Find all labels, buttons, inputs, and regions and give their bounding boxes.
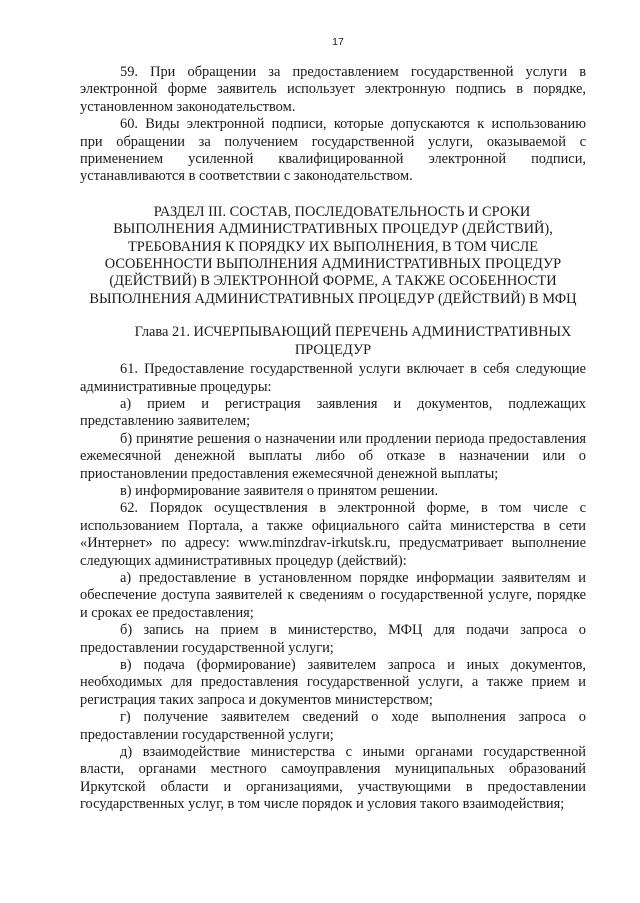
section-heading-line1: РАЗДЕЛ III. СОСТАВ, ПОСЛЕДОВАТЕЛЬНОСТЬ И СРОКИ	[153, 203, 531, 220]
chapter-heading-line2: ПРОЦЕДУР	[294, 341, 372, 358]
section-heading-rest: ВЫПОЛНЕНИЯ АДМИНИСТРАТИВНЫХ ПРОЦЕДУР (ДЕЙСТВИЙ), ТРЕБОВАНИЯ К ПОРЯДКУ ИХ ВЫПОЛНЕНИЯ, В ТОМ ЧИСЛЕ ОСОБЕННОСТИ ВЫПОЛНЕНИЯ АДМИНИСТРАТИВНЫХ ПРОЦЕДУР (ДЕЙСТВИЙ) В ЭЛЕКТРОННОЙ ФОРМЕ, А ТАКЖЕ ОСОБЕННОСТИ ВЫПОЛНЕНИЯ АДМИНИСТРАТИВНЫХ ПРОЦЕДУР (ДЕЙСТВИЙ) В МФЦ	[89, 221, 577, 307]
paragraph-62e: д) взаимодействие министерства с иными органами государственной власти, органами местного самоуправления муниципальных образований Иркутской области и организациями, участвующими в предоставлении государственных услуг, в том числе порядок и условия такого взаимодействия;	[80, 744, 586, 813]
paragraph-62: 62. Порядок осуществления в электронной форме, в том числе с использованием Портала, а также официального сайта министерства в сети «Интернет» по адресу: www.minzdrav-irkutsk.ru, предусматривает выполнение следующих административных процедур (действий):	[80, 500, 586, 569]
paragraph-61c: в) информирование заявителя о принятом решении.	[120, 482, 439, 499]
paragraph-62d: г) получение заявителем сведений о ходе выполнения запроса о предоставлении государственной услуги;	[80, 709, 586, 743]
paragraph-61b: б) принятие решения о назначении или продлении периода предоставления ежемесячной денежной выплаты либо об отказе в назначении или о приостановлении предоставления ежемесячной денежной выплаты;	[80, 430, 586, 482]
paragraph-61: 61. Предоставление государственной услуги включает в себя следующие административные процедуры:	[80, 361, 586, 395]
page-number: 17	[332, 36, 344, 48]
paragraph-59: 59. При обращении за предоставлением государственной услуги в электронной форме заявитель использует электронную подпись в порядке, установленном законодательством.	[80, 64, 586, 115]
paragraph-62c: в) подача (формирование) заявителем запроса и иных документов, необходимых для предоставления государственной услуги, а также прием и регистрация таких запроса и документов министерством;	[80, 657, 586, 708]
chapter-heading	[80, 324, 586, 359]
chapter-heading-line1: Глава 21. ИСЧЕРПЫВАЮЩИЙ ПЕРЕЧЕНЬ АДМИНИСТРАТИВНЫХ	[134, 324, 572, 341]
paragraph-62b: б) запись на прием в министерство, МФЦ для подачи запроса о предоставлении государственной услуги;	[80, 622, 586, 656]
paragraph-62a: а) предоставление в установленном порядке информации заявителям и обеспечение доступа заявителей к сведениям о государственной услуге, порядке и сроках ее предоставления;	[80, 569, 586, 621]
paragraph-61a: а) прием и регистрация заявления и документов, подлежащих представлению заявителем;	[80, 395, 586, 430]
section-heading	[80, 204, 586, 308]
paragraph-60: 60. Виды электронной подписи, которые допускаются к использованию при обращении за получением государственной услуги, оказываемой с применением усиленной квалифицированной электронной подписи, устанавливаются в соответствии с законодательством.	[80, 116, 586, 185]
